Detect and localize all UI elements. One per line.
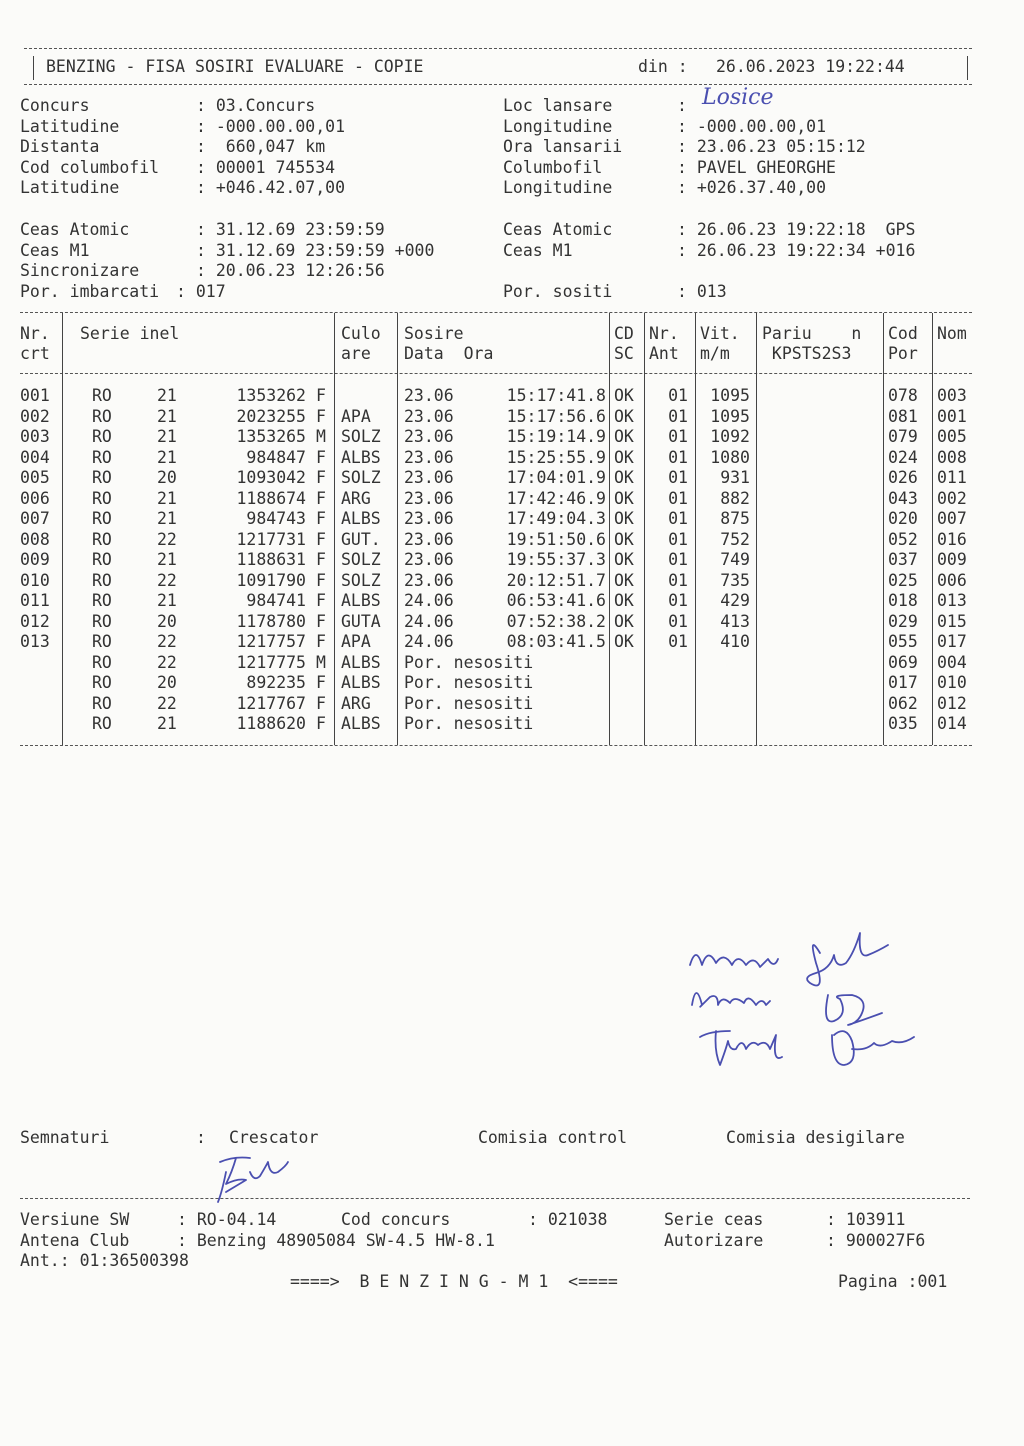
col-divider: [397, 313, 398, 745]
cell-sex: F: [316, 693, 326, 713]
loc-lansare-handwritten: Losice: [702, 85, 774, 110]
cell-sex: F: [316, 468, 326, 487]
info-value: : 23.06.23 05:15:12: [677, 137, 866, 156]
cell-an: 21: [157, 550, 177, 569]
cell-sex: F: [316, 509, 326, 528]
cell-ora: 17:49:04.3: [506, 509, 606, 528]
cell-sex: F: [316, 611, 326, 631]
cell-cul: GUTA: [341, 611, 381, 631]
info-label: Columbofil: [503, 158, 603, 177]
footer-rule: [20, 1198, 970, 1199]
cell-cul: ALBS: [341, 673, 381, 692]
cell-an: 21: [157, 488, 177, 508]
header-left-border: [33, 56, 34, 80]
cell-nr: 011: [20, 591, 50, 610]
cell-sex: F: [316, 570, 326, 590]
col-header-sosire: Sosire: [404, 324, 464, 343]
cell-cd: OK: [614, 591, 634, 610]
signature-comisia-desigilare-label: Comisia desigilare: [726, 1128, 905, 1147]
col-divider: [695, 313, 696, 745]
cell-nr: 013: [20, 632, 50, 651]
cell-vit: 875: [720, 509, 750, 528]
cell-an: 21: [157, 509, 177, 528]
info-value: : PAVEL GHEORGHE: [677, 158, 836, 177]
page-number: Pagina :001: [838, 1272, 948, 1291]
cell-an: 21: [157, 427, 177, 446]
header-rule-bottom: [24, 84, 972, 85]
cell-cd: OK: [614, 550, 634, 569]
cell-serie: 2023255: [236, 406, 306, 426]
info-value: : -000.00.00,01: [196, 117, 346, 136]
info-value: : 03.Concurs: [196, 96, 316, 115]
clock-label: Ceas Atomic: [503, 220, 613, 239]
cell-ant: 01: [668, 570, 688, 590]
col-divider: [756, 313, 757, 745]
cell-tara: RO: [92, 468, 112, 487]
cell-tara: RO: [92, 509, 112, 528]
clock-value: : 20.06.23 12:26:56: [196, 261, 385, 280]
footer-value: : Benzing 48905084 SW-4.5 HW-8.1: [177, 1231, 495, 1250]
cell-an: 20: [157, 673, 177, 692]
cell-ora: 15:19:14.9: [506, 427, 606, 446]
cell-nom: 008: [937, 447, 967, 467]
cell-nr: 009: [20, 550, 50, 569]
cell-cul: ARG: [341, 693, 371, 713]
cell-cul: ALBS: [341, 652, 381, 672]
col-header-cod-sub: Por: [888, 344, 918, 363]
cell-ant: 01: [668, 632, 688, 651]
footer-value: : 900027F6: [826, 1231, 926, 1250]
clock-value: : 26.06.23 19:22:18 GPS: [677, 220, 916, 239]
cell-tara: RO: [92, 406, 112, 426]
cell-vit: 752: [720, 529, 750, 549]
cell-nom: 016: [937, 529, 967, 549]
cell-vit: 882: [720, 488, 750, 508]
info-value: : -000.00.00,01: [677, 117, 827, 136]
cell-sex: F: [316, 714, 326, 733]
cell-serie: 1217757: [236, 632, 306, 651]
commission-signatures: [680, 925, 980, 1075]
cell-cod: 024: [888, 447, 918, 467]
cell-ant: 01: [668, 488, 688, 508]
cell-cod: 078: [888, 386, 918, 405]
cell-cd: OK: [614, 447, 634, 467]
info-value: :: [677, 96, 687, 115]
cell-tara: RO: [92, 632, 112, 651]
cell-cod: 043: [888, 488, 918, 508]
cell-serie: 1188620: [236, 714, 306, 733]
cell-serie: 1353262: [236, 386, 306, 405]
info-label: Latitudine: [20, 117, 120, 136]
cell-cod: 081: [888, 406, 918, 426]
clock-label: Ceas Atomic: [20, 220, 130, 239]
cell-cul: ARG: [341, 488, 371, 508]
cell-tara: RO: [92, 386, 112, 405]
cell-nom: 015: [937, 611, 967, 631]
info-value: : +026.37.40,00: [677, 178, 827, 197]
cell-cul: APA: [341, 632, 371, 651]
cell-serie: 892235: [246, 673, 306, 692]
cell-nom: 004: [937, 652, 967, 672]
cell-tara: RO: [92, 591, 112, 610]
cell-serie: 1217731: [236, 529, 306, 549]
cell-cul: APA: [341, 406, 371, 426]
cell-data: 24.06: [404, 591, 454, 610]
cell-tara: RO: [92, 488, 112, 508]
cell-serie: 1093042: [236, 468, 306, 487]
header-rule-top: [24, 48, 972, 49]
cell-cod: 079: [888, 427, 918, 446]
cell-data: Por. nesositi: [404, 693, 534, 713]
cell-cod: 026: [888, 468, 918, 487]
cell-serie: 984741: [246, 591, 306, 610]
cell-ant: 01: [668, 386, 688, 405]
col-header-sosire-sub: Data Ora: [404, 344, 494, 363]
cell-sex: F: [316, 673, 326, 692]
clock-label: Ceas M1: [503, 241, 573, 260]
cell-sex: F: [316, 488, 326, 508]
cell-nom: 006: [937, 570, 967, 590]
cell-nr: 002: [20, 406, 50, 426]
cell-nr: 008: [20, 529, 50, 549]
cell-an: 21: [157, 591, 177, 610]
cell-vit: 429: [720, 591, 750, 610]
cell-nr: 006: [20, 488, 50, 508]
col-header-cd: CD: [614, 324, 634, 343]
cell-ora: 20:12:51.7: [506, 570, 606, 590]
cell-cul: SOLZ: [341, 550, 381, 569]
clock-value: : 013: [677, 282, 727, 301]
cell-nom: 005: [937, 427, 967, 446]
cell-nom: 007: [937, 509, 967, 528]
cell-cod: 062: [888, 693, 918, 713]
cell-data: 24.06: [404, 611, 454, 631]
clock-label: Por. imbarcati: [20, 282, 160, 301]
cell-data: 23.06: [404, 550, 454, 569]
info-label: Latitudine: [20, 178, 120, 197]
signatures-sep: :: [196, 1128, 206, 1147]
cell-nom: 003: [937, 386, 967, 405]
col-header-nr-sub: crt: [20, 344, 50, 363]
cell-cd: OK: [614, 529, 634, 549]
info-value: : 00001 745534: [196, 158, 336, 177]
cell-ora: 08:03:41.5: [506, 632, 606, 651]
cell-nom: 017: [937, 632, 967, 651]
signatures-label: Semnaturi: [20, 1128, 110, 1147]
cell-tara: RO: [92, 652, 112, 672]
table-rule-header: [20, 373, 972, 374]
cell-serie: 1091790: [236, 570, 306, 590]
cell-sex: M: [316, 427, 326, 446]
col-header-ant: Nr.: [649, 324, 679, 343]
cell-serie: 984847: [246, 447, 306, 467]
cell-data: 23.06: [404, 386, 454, 405]
col-header-cd-sub: SC: [614, 344, 634, 363]
cell-data: 23.06: [404, 529, 454, 549]
cell-nom: 002: [937, 488, 967, 508]
cell-cd: OK: [614, 468, 634, 487]
cell-sex: F: [316, 550, 326, 569]
cell-ora: 15:17:56.6: [506, 406, 606, 426]
footer-label: Serie ceas: [664, 1210, 764, 1229]
cell-vit: 413: [720, 611, 750, 631]
col-header-nom: Nom: [937, 324, 967, 343]
cell-an: 22: [157, 632, 177, 651]
cell-tara: RO: [92, 611, 112, 631]
cell-an: 21: [157, 447, 177, 467]
cell-ant: 01: [668, 591, 688, 610]
cell-ant: 01: [668, 447, 688, 467]
col-header-nr: Nr.: [20, 324, 50, 343]
cell-data: 23.06: [404, 570, 454, 590]
cell-nom: 009: [937, 550, 967, 569]
cell-serie: 1188631: [236, 550, 306, 569]
col-header-culoare: Culo: [341, 324, 381, 343]
cell-nr: 004: [20, 447, 50, 467]
col-header-vit-sub: m/m: [700, 344, 730, 363]
cell-nom: 014: [937, 714, 967, 733]
header-right-border: [967, 56, 968, 80]
cell-sex: F: [316, 591, 326, 610]
cell-cod: 055: [888, 632, 918, 651]
col-header-serie: Serie inel: [80, 324, 180, 343]
signature-comisia-control-label: Comisia control: [478, 1128, 628, 1147]
cell-an: 21: [157, 714, 177, 733]
cell-serie: 1217775: [236, 652, 306, 672]
cell-tara: RO: [92, 550, 112, 569]
cell-ora: 19:51:50.6: [506, 529, 606, 549]
cell-tara: RO: [92, 447, 112, 467]
footer-ant-line: Ant.: 01:36500398: [20, 1251, 189, 1270]
cell-vit: 735: [720, 570, 750, 590]
cell-cul: ALBS: [341, 591, 381, 610]
info-label: Concurs: [20, 96, 90, 115]
cell-data: 23.06: [404, 488, 454, 508]
cell-serie: 984743: [246, 509, 306, 528]
cell-ora: 17:42:46.9: [506, 488, 606, 508]
info-label: Cod columbofil: [20, 158, 160, 177]
table-rule-top: [20, 312, 972, 313]
cell-nr: 007: [20, 509, 50, 528]
cell-ora: 07:52:38.2: [506, 611, 606, 631]
crescator-signature: [210, 1150, 300, 1210]
cell-data: 23.06: [404, 406, 454, 426]
info-value: : 660,047 km: [196, 137, 326, 156]
clock-label: Sincronizare: [20, 261, 140, 280]
cell-data: 23.06: [404, 427, 454, 446]
cell-cod: 029: [888, 611, 918, 631]
cell-sex: M: [316, 652, 326, 672]
cell-sex: F: [316, 632, 326, 651]
cell-ora: 19:55:37.3: [506, 550, 606, 569]
signature-crescator-label: Crescator: [229, 1128, 319, 1147]
cell-cd: OK: [614, 570, 634, 590]
cell-cod: 017: [888, 673, 918, 692]
cell-ant: 01: [668, 509, 688, 528]
cell-cd: OK: [614, 509, 634, 528]
cell-sex: F: [316, 386, 326, 405]
cell-vit: 749: [720, 550, 750, 569]
cell-vit: 1095: [710, 406, 750, 426]
cell-sex: F: [316, 529, 326, 549]
col-divider: [609, 313, 610, 745]
clock-value: : 017: [176, 282, 226, 301]
col-divider: [644, 313, 645, 745]
cell-data: Por. nesositi: [404, 714, 534, 733]
footer-value: : 021038: [528, 1210, 608, 1229]
cell-cul: SOLZ: [341, 570, 381, 590]
cell-cod: 018: [888, 591, 918, 610]
cell-ant: 01: [668, 468, 688, 487]
cell-ant: 01: [668, 529, 688, 549]
cell-ant: 01: [668, 611, 688, 631]
cell-nom: 001: [937, 406, 967, 426]
info-label: Loc lansare: [503, 96, 613, 115]
cell-tara: RO: [92, 529, 112, 549]
cell-serie: 1217767: [236, 693, 306, 713]
cell-tara: RO: [92, 693, 112, 713]
footer-value: : RO-04.14: [177, 1210, 277, 1229]
cell-nr: 010: [20, 570, 50, 590]
footer-label: Cod concurs: [341, 1210, 451, 1229]
cell-serie: 1353265: [236, 427, 306, 446]
cell-nom: 012: [937, 693, 967, 713]
cell-cod: 025: [888, 570, 918, 590]
cell-an: 22: [157, 693, 177, 713]
cell-data: 23.06: [404, 509, 454, 528]
clock-value: : 31.12.69 23:59:59: [196, 220, 385, 239]
cell-data: Por. nesositi: [404, 673, 534, 692]
cell-nr: 003: [20, 427, 50, 446]
cell-cod: 020: [888, 509, 918, 528]
info-label: Longitudine: [503, 117, 613, 136]
col-header-cod: Cod: [888, 324, 918, 343]
cell-an: 22: [157, 529, 177, 549]
cell-ora: 15:25:55.9: [506, 447, 606, 467]
cell-vit: 410: [720, 632, 750, 651]
cell-cd: OK: [614, 427, 634, 446]
cell-cul: ALBS: [341, 714, 381, 733]
cell-cod: 035: [888, 714, 918, 733]
cell-ora: 06:53:41.6: [506, 591, 606, 610]
cell-data: 23.06: [404, 468, 454, 487]
cell-nr: 012: [20, 611, 50, 631]
document-title: BENZING - FISA SOSIRI EVALUARE - COPIE: [46, 57, 424, 76]
cell-ora: 17:04:01.9: [506, 468, 606, 487]
col-header-pariu: Pariu n: [762, 324, 862, 343]
cell-nom: 013: [937, 591, 967, 610]
cell-vit: 1080: [710, 447, 750, 467]
cell-tara: RO: [92, 673, 112, 692]
cell-cod: 052: [888, 529, 918, 549]
cell-serie: 1188674: [236, 488, 306, 508]
col-header-vit: Vit.: [700, 324, 740, 343]
info-label: Longitudine: [503, 178, 613, 197]
cell-cul: SOLZ: [341, 427, 381, 446]
cell-sex: F: [316, 406, 326, 426]
clock-label: Ceas M1: [20, 241, 90, 260]
col-divider: [62, 313, 63, 745]
info-label: Ora lansarii: [503, 137, 623, 156]
cell-serie: 1178780: [236, 611, 306, 631]
cell-an: 22: [157, 570, 177, 590]
col-divider: [883, 313, 884, 745]
col-header-ant-sub: Ant: [649, 344, 679, 363]
cell-ora: 15:17:41.8: [506, 386, 606, 405]
cell-nr: 005: [20, 468, 50, 487]
cell-vit: 1095: [710, 386, 750, 405]
info-label: Distanta: [20, 137, 100, 156]
col-divider: [334, 313, 335, 745]
header-date-value: 26.06.2023 19:22:44: [716, 57, 905, 76]
cell-an: 21: [157, 406, 177, 426]
clock-value: : 31.12.69 23:59:59 +000: [196, 241, 435, 260]
cell-vit: 931: [720, 468, 750, 487]
cell-tara: RO: [92, 570, 112, 590]
cell-cul: ALBS: [341, 447, 381, 467]
cell-nom: 010: [937, 673, 967, 692]
cell-ant: 01: [668, 406, 688, 426]
info-value: : +046.42.07,00: [196, 178, 346, 197]
col-divider: [932, 313, 933, 745]
cell-ant: 01: [668, 427, 688, 446]
cell-cul: GUT.: [341, 529, 381, 549]
header-date-label: din :: [638, 57, 688, 76]
footer-label: Antena Club: [20, 1231, 130, 1250]
cell-tara: RO: [92, 427, 112, 446]
cell-cd: OK: [614, 386, 634, 405]
cell-cul: SOLZ: [341, 468, 381, 487]
cell-cd: OK: [614, 406, 634, 426]
footer-label: Autorizare: [664, 1231, 764, 1250]
cell-nr: 001: [20, 386, 50, 405]
cell-cd: OK: [614, 611, 634, 631]
cell-cod: 037: [888, 550, 918, 569]
cell-cul: ALBS: [341, 509, 381, 528]
cell-ant: 01: [668, 550, 688, 569]
cell-an: 20: [157, 611, 177, 631]
footer-value: : 103911: [826, 1210, 906, 1229]
col-header-culoare-sub: are: [341, 344, 371, 363]
footer-label: Versiune SW: [20, 1210, 130, 1229]
cell-data: 24.06: [404, 632, 454, 651]
cell-tara: RO: [92, 714, 112, 733]
footer-banner: ====> B E N Z I N G - M 1 <====: [290, 1272, 618, 1291]
cell-sex: F: [316, 447, 326, 467]
cell-an: 20: [157, 468, 177, 487]
cell-vit: 1092: [710, 427, 750, 446]
col-header-pariu-sub: KPSTS2S3: [762, 344, 852, 363]
cell-data: 23.06: [404, 447, 454, 467]
cell-an: 22: [157, 652, 177, 672]
table-rule-bottom: [20, 745, 972, 746]
cell-an: 21: [157, 386, 177, 405]
cell-cd: OK: [614, 488, 634, 508]
cell-nom: 011: [937, 468, 967, 487]
cell-cod: 069: [888, 652, 918, 672]
cell-data: Por. nesositi: [404, 652, 534, 672]
cell-cd: OK: [614, 632, 634, 651]
clock-label: Por. sositi: [503, 282, 613, 301]
clock-value: : 26.06.23 19:22:34 +016: [677, 241, 916, 260]
